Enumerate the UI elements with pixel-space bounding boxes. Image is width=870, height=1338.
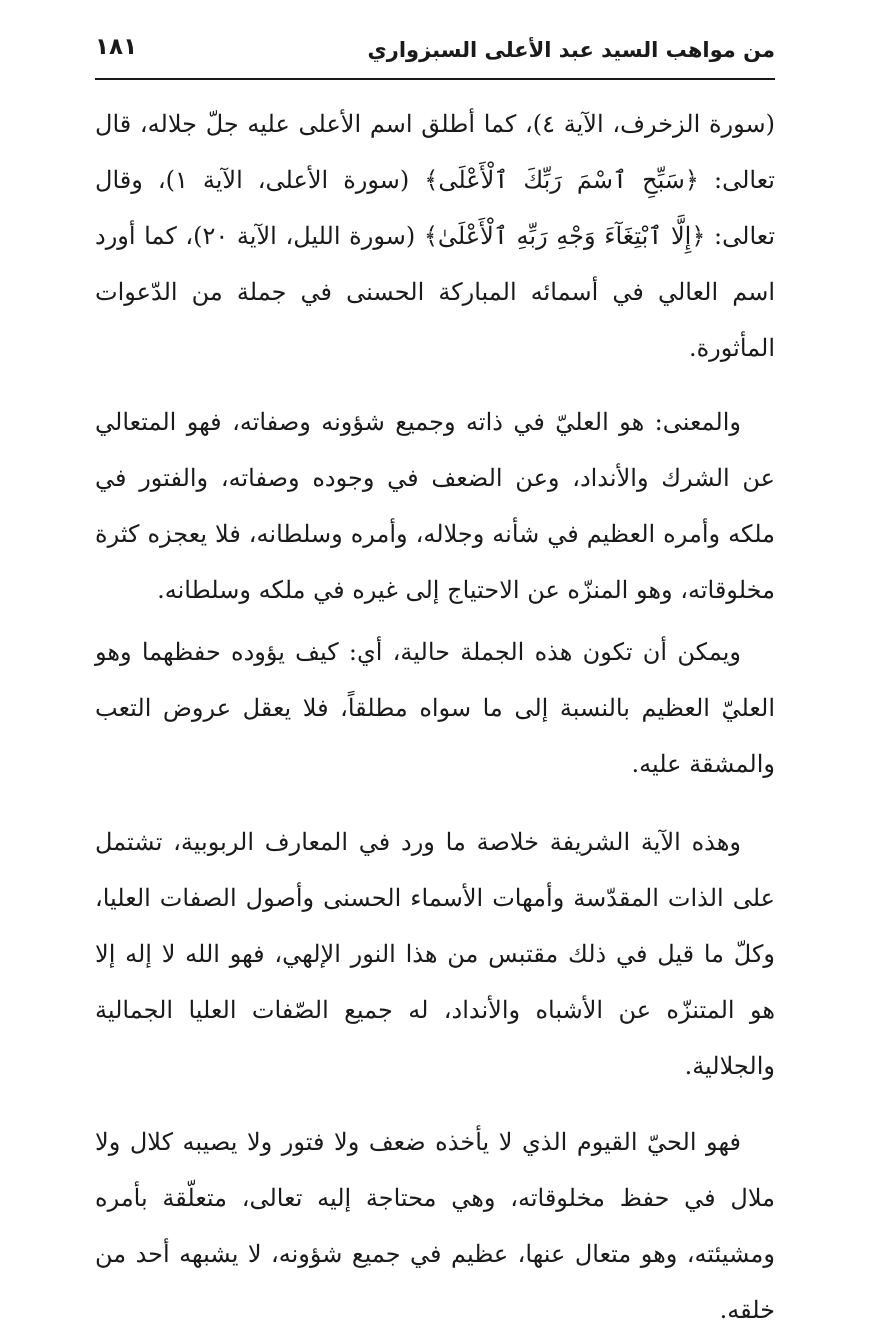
paragraph: وهذه الآية الشريفة خلاصة ما ورد في المعارف الربوبية، تشتمل على الذات المقدّسة وأمهات الأسماء الحسنى وأصول الصفات العليا، وكلّ ما قيل في ذلك مقتبس من هذا النور الإلهي، فهو الله لا إله إلا هو المتنزّه عن الأشباه والأنداد، له جميع الصّفات العليا الجمالية والجلالية.: [95, 828, 775, 1080]
page-number: ١٨١: [95, 34, 138, 60]
body-text: [95, 96, 775, 1338]
running-header: [95, 28, 775, 80]
paragraph: ويمكن أن تكون هذه الجملة حالية، أي: كيف يؤوده حفظهما وهو العليّ العظيم بالنسبة إلى ما سواه مطلقاً، فلا يعقل عروض التعب والمشقة عليه.: [95, 638, 775, 778]
running-header-title: من مواهب السيد عبد الأعلى السبزواري: [367, 38, 775, 62]
paragraph: والمعنى: هو العليّ في ذاته وجميع شؤونه وصفاته، فهو المتعالي عن الشرك والأنداد، وعن الضعف في وجوده وصفاته، والفتور في ملكه وأمره العظيم في شأنه وجلاله، وأمره وسلطانه، فلا يعجزه كثرة مخلوقاته، وهو المنزّه عن الاحتياج إلى غيره في ملكه وسلطانه.: [95, 408, 775, 604]
paragraph: فهو الحيّ القيوم الذي لا يأخذه ضعف ولا فتور ولا يصيبه كلال ولا ملال في حفظ مخلوقاته، وهي محتاجة إليه تعالى، متعلّقة بأمره ومشيئته، وهو متعال عنها، عظيم في جميع شؤونه، لا يشبهه أحد من خلقه.: [95, 1128, 775, 1324]
paragraph: (سورة الزخرف، الآية ٤)، كما أطلق اسم الأعلى عليه جلّ جلاله، قال تعالى: ﴿سَبِّحِ ٱسْمَ رَبِّكَ ٱلْأَعْلَى﴾ (سورة الأعلى، الآية ١)، وقال تعالى: ﴿إِلَّا ٱبْتِغَآءَ وَجْهِ رَبِّهِ ٱلْأَعْلَىٰ﴾ (سورة الليل، الآية ٢٠)، كما أورد اسم العالي في أسمائه المباركة الحسنى في جملة من الدّعوات المأثورة.: [95, 110, 776, 362]
